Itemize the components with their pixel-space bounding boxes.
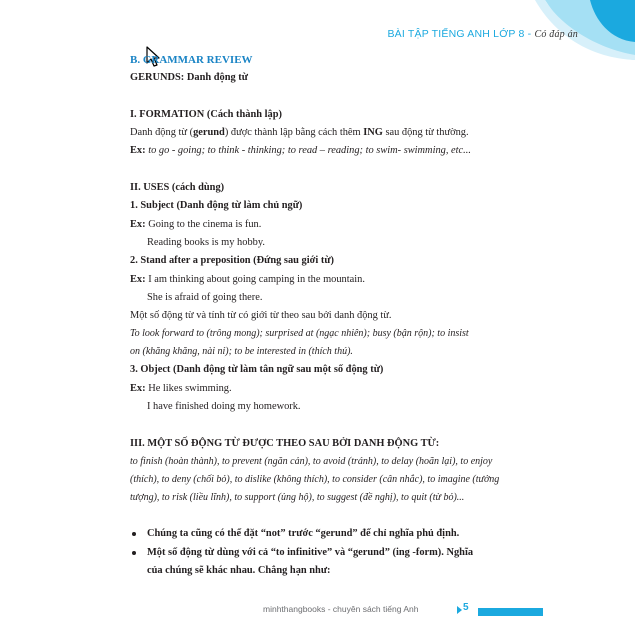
header-title-text: BÀI TẬP TIẾNG ANH LỚP 8 - [387,28,535,40]
footer-bar [478,608,543,616]
verbs-heading: III. MỘT SỐ ĐỘNG TỪ ĐƯỢC THEO SAU BỞI DANH ĐỘNG TỪ: [130,437,440,449]
use-1-title: 1. Subject (Danh động từ làm chủ ngữ) [130,200,303,212]
use-2-title: 2. Stand after a preposition (Đứng sau giới từ) [130,255,335,267]
page-number: 5 [463,602,469,613]
use-3-example-2: I have finished doing my homework. [147,401,301,413]
bullet-item [130,544,495,581]
section-title: B. GRAMMAR REVIEW [130,54,253,66]
use-3-example: Ex: He likes swimming. [130,382,232,394]
uses-note-example-1: To look forward to (trông mong); surprised at (ngạc nhiên); busy (bận rộn); to insist [130,328,469,340]
formation-description: Danh động từ (gerund) được thành lập bằng cách thêm ING sau động từ thường. [130,127,469,139]
section-subtitle: GERUNDS: Danh động từ [130,72,248,84]
bullet-icon [130,525,147,543]
uses-note-example-2: on (khăng khăng, nài nỉ); to be interested in (thích thú). [130,346,353,358]
bullet-icon [130,544,147,581]
bullet-2-text: Một số động từ dùng với cả “to infinitive” và “gerund” (ing -form). Nghĩa [147,546,474,558]
footer-text: minhthangbooks - chuyên sách tiếng Anh [263,604,419,614]
verbs-list [130,453,500,507]
document-content [130,51,500,580]
uses-note-examples [130,325,495,361]
bullet-2-text-2: của chúng sẽ khác nhau. Chẳng hạn như: [147,564,331,576]
verbs-line-3: tượng), to risk (liều lĩnh), to support (ủng hộ), to suggest (đề nghị), to quit (từ bỏ)... [130,491,465,503]
verbs-line-2: (thích), to deny (chối bỏ), to dislike (không thích), to consider (cân nhắc), to imagine (tưởng [130,473,500,485]
use-1-example: Ex: Going to the cinema is fun. [130,218,262,230]
uses-note: Một số động từ và tính từ có giới từ theo sau bởi danh động từ. [130,310,392,322]
uses-heading: II. USES (cách dùng) [130,182,225,194]
verbs-line-1: to finish (hoàn thành), to prevent (ngăn cản), to avoid (tránh), to delay (hoãn lại), to enjoy [130,455,493,467]
use-1-example-2: Reading books is my hobby. [147,236,265,248]
bullet-item [130,525,495,543]
header-subtitle: Có đáp án [534,29,578,40]
use-2-example: Ex: I am thinking about going camping in the mountain. [130,273,365,285]
formation-example: Ex: to go - going; to think - thinking; to read – reading; to swim- swimming, etc... [130,145,471,157]
formation-heading: I. FORMATION (Cách thành lập) [130,108,282,120]
use-3-title: 3. Object (Danh động từ làm tân ngữ sau một số động từ) [130,364,384,376]
header-title [387,28,578,40]
use-2-example-2: She is afraid of going there. [147,291,263,303]
footer-arrow-icon [457,606,462,614]
bullet-1-text: Chúng ta cũng có thể đặt “not” trước “gerund” để chỉ nghĩa phủ định. [147,528,460,540]
